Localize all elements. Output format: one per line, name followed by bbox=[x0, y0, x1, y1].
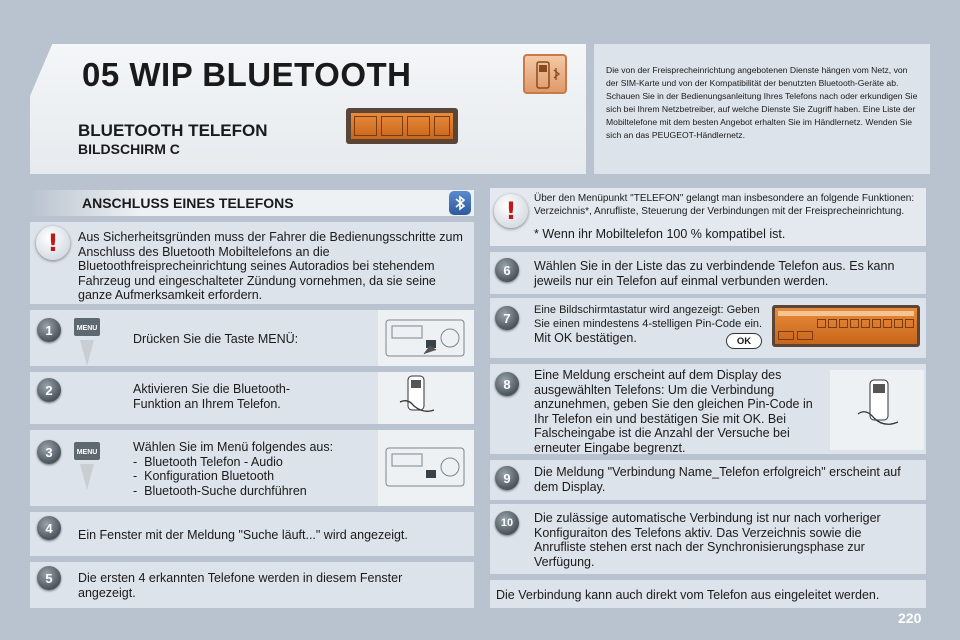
telefon-menu-note-text: Über den Menüpunkt "TELEFON" gelangt man insbesondere an folgende Funktionen: Verzeichnis*, Anrufliste, Steuerung der Verbindungen mit der Freisprecheinrichtung. bbox=[534, 193, 915, 217]
step-number-1: 1 bbox=[37, 318, 61, 342]
step-3-item: - Bluetooth-Suche durchführen bbox=[133, 483, 307, 498]
step-number-7: 7 bbox=[495, 306, 519, 330]
step-4-text: Ein Fenster mit der Meldung "Suche läuft..." wird angezeigt. bbox=[78, 528, 408, 542]
step-2-text: Aktivieren Sie die Bluetooth-Funktion an Ihrem Telefon. bbox=[133, 382, 291, 411]
intro-text: Die von der Freisprecheinrichtung angebotenen Dienste hängen vom Netz, von der SIM-Karte und von der Kompatibilität der benutzten Bluetooth-Geräte ab. Schauen Sie in der Bedienungsanleitung Ihres Telefons nach oder erkundigen Sie sich bei Ihrem Netzbetreiber, auf welche Dienste Sie Zugriff haben. Eine Liste der Mobiltelefone mit dem besten Angebot erhalten Sie im Händlernetz. Wenden Sie sich an das PEUGEOT-Händlernetz. bbox=[606, 65, 918, 140]
menu-button-icon bbox=[72, 316, 102, 368]
step-9-text: Die Meldung "Verbindung Name_Telefon erfolgreich" erscheint auf dem Display. bbox=[534, 465, 901, 494]
svg-text:MENU: MENU bbox=[76, 449, 98, 456]
menu-button-icon-2 bbox=[72, 440, 102, 492]
section-title-telefon: BLUETOOTH TELEFON bbox=[78, 121, 268, 140]
compatibility-footnote: * Wenn ihr Mobiltelefon 100 % kompatibel ist. bbox=[534, 227, 786, 241]
page-number: 220 bbox=[898, 610, 922, 626]
pin-keyboard-screen-image bbox=[772, 305, 920, 347]
step-5-text: Die ersten 4 erkannten Telefone werden in diesem Fenster angezeigt. bbox=[78, 571, 403, 600]
phone-in-hand-image-2 bbox=[830, 370, 924, 450]
step-1-text: Drücken Sie die Taste MENÜ: bbox=[133, 332, 299, 346]
step-3-intro: Wählen Sie im Menü folgendes aus: bbox=[133, 440, 334, 454]
section-subtitle-bildschirm: BILDSCHIRM C bbox=[78, 141, 180, 157]
step-3-item: - Konfiguration Bluetooth bbox=[133, 469, 275, 483]
step-number-8: 8 bbox=[495, 372, 519, 396]
safety-warning-text: Aus Sicherheitsgründen muss der Fahrer die Bedienungsschritte zum Anschluss des Bluetooth Mobiltelefons an die Bluetoothfreisprecheinrichtung seines Autoradios bei stehendem Fahrzeug und eingeschalteter Zündung vornehmen, da sie seine ganze Aufmerksamkeit erfordern. bbox=[78, 230, 463, 302]
bluetooth-icon bbox=[449, 191, 471, 215]
intro-info-box bbox=[594, 44, 930, 174]
step-number-9: 9 bbox=[495, 466, 519, 490]
step-8-text: Eine Meldung erscheint auf dem Display des ausgewählten Telefons: Um die Verbindung anzunehmen, geben Sie den gleichen Pin-Code in Ihr Telefon ein und bestätigen Sie mit OK. Bei Falscheingabe ist die Anzahl der Versuche bei erneuter Eingabe begrenzt. bbox=[534, 368, 813, 455]
warning-icon: ! bbox=[36, 226, 70, 260]
svg-text:MENU: MENU bbox=[76, 325, 98, 332]
step-number-5: 5 bbox=[37, 566, 61, 590]
warning-icon-2: ! bbox=[494, 194, 528, 228]
ok-button-icon: OK bbox=[726, 333, 762, 349]
step-10-text: Die zulässige automatische Verbindung ist nur nach vorheriger Konfiguraiton des Telefons aktiv. Das Verzeichnis sowie die Anrufliste stehen erst nach der Synchronisierungsphase zur Verfügung. bbox=[534, 511, 881, 569]
step-6-text: Wählen Sie in der Liste das zu verbindende Telefon aus. Es kann jeweils nur ein Telefon auf einmal verbunden werden. bbox=[534, 259, 895, 288]
display-c-screen-image bbox=[346, 108, 458, 144]
step-3-item: - Bluetooth Telefon - Audio bbox=[133, 454, 283, 469]
step-number-10: 10 bbox=[495, 511, 519, 535]
direct-connection-note: Die Verbindung kann auch direkt vom Telefon aus eingeleitet werden. bbox=[496, 588, 880, 602]
step-number-6: 6 bbox=[495, 258, 519, 282]
step-number-4: 4 bbox=[37, 516, 61, 540]
step-number-3: 3 bbox=[37, 440, 61, 464]
step-7-confirm-text: Mit OK bestätigen. bbox=[534, 331, 637, 345]
connection-section-title: ANSCHLUSS EINES TELEFONS bbox=[82, 195, 294, 211]
page-title: 05 WIP BLUETOOTH bbox=[82, 56, 412, 93]
step-3-text bbox=[133, 440, 373, 498]
step-7-text: Eine Bildschirmtastatur wird angezeigt: Geben Sie einen mindestens 4-stelligen Pin-Code ein. bbox=[534, 304, 763, 330]
step-number-2: 2 bbox=[37, 378, 61, 402]
radio-unit-image bbox=[378, 310, 474, 366]
phone-in-hand-image bbox=[378, 372, 474, 424]
radio-unit-image-2 bbox=[378, 430, 474, 506]
phone-bluetooth-icon bbox=[523, 54, 567, 94]
